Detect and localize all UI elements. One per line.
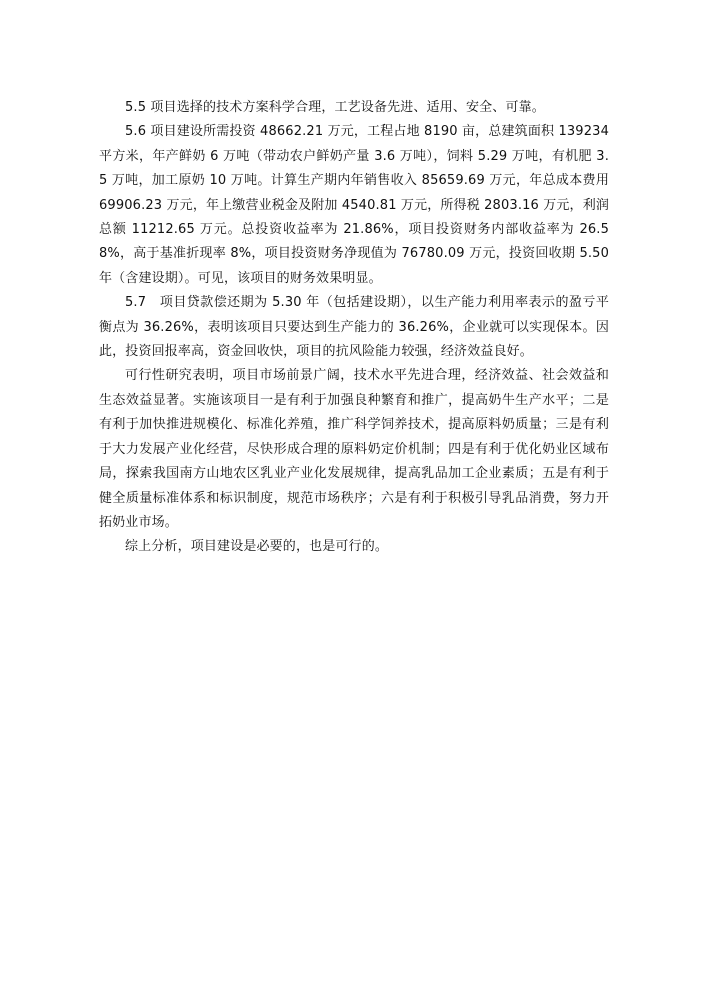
paragraph-5-6: 5.6 项目建设所需投资 48662.21 万元，工程占地 8190 亩，总建筑面积 139234 平方米，年产鲜奶 6 万吨（带动农户鲜奶产量 3.6 万吨），饲料 5.29 万吨，有机肥 3.5 万吨，加工原奶 10 万吨。计算生产期内年销售收入 85659.69 万元，年总成本费用 69906.23 万元，年上缴营业税金及附加 4540.81 万元，所得税 2803.16 万元，利润总额 11212.65 万元。总投资收益率为 21.86%，项目投资财务内部收益率为 26.58%，高于基准折现率 8%，项目投资财务净现值为 76780.09 万元，投资回收期 5.50 年（含建设期）。可见，该项目的财务效果明显。 (99, 124, 609, 286)
paragraph-5-7: 5.7 项目贷款偿还期为 5.30 年（包括建设期），以生产能力利用率表示的盈亏平衡点为 36.26%，表明该项目只要达到生产能力的 36.26%，企业就可以实现保本。因此，投资回报率高，资金回收快，项目的抗风险能力较强，经济效益良好。 (99, 295, 609, 360)
paragraph-conclusion: 综上分析，项目建设是必要的，也是可行的。 (125, 539, 389, 555)
paragraph-5-5: 5.5 项目选择的技术方案科学合理，工艺设备先进、适用、安全、可靠。 (125, 100, 545, 115)
paragraph-feasibility: 可行性研究表明，项目市场前景广阔，技术水平先进合理，经济效益、社会效益和生态效益显著。实施该项目一是有利于加强良种繁育和推广，提高奶牛生产水平；二是有利于加快推进规模化、标准化养殖，推广科学饲养技术，提高原料奶质量；三是有利于大力发展产业化经营，尽快形成合理的原料奶定价机制；四是有利于优化奶业区域布局，探索我国南方山地农区乳业产业化发展规律，提高乳品加工企业素质；五是有利于健全质量标准体系和标识制度，规范市场秩序；六是有利于积极引导乳品消费，努力开拓奶业市场。 (99, 368, 609, 530)
document-body (99, 96, 609, 560)
